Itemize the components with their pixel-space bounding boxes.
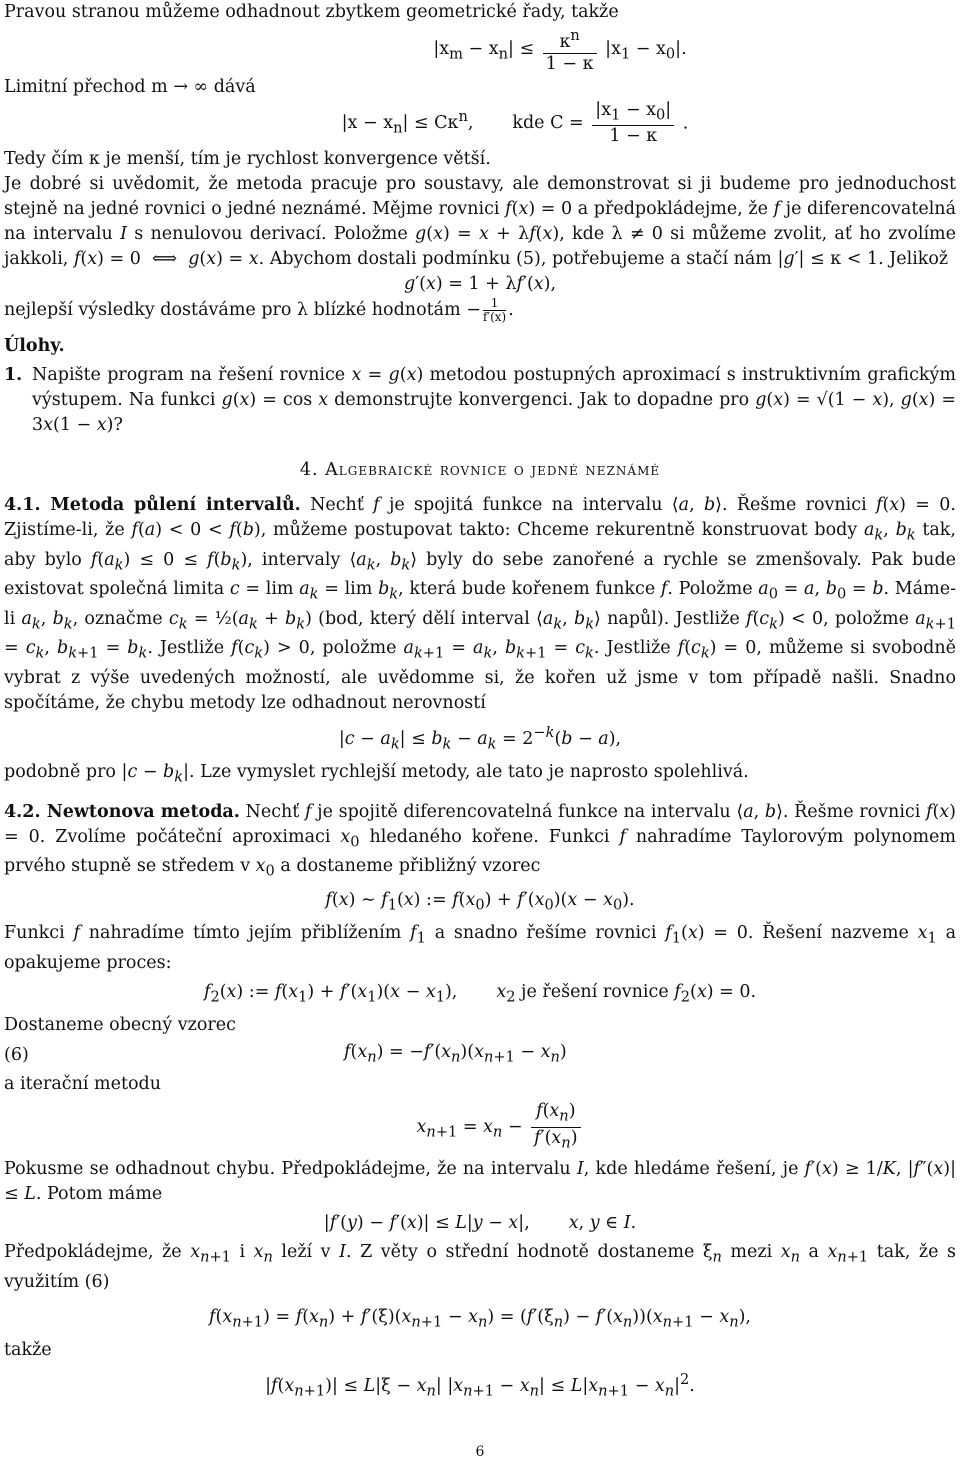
fraction-kappa: $\frac{\kappa^n}{1 - \kappa}$ — [543, 25, 597, 75]
equation-limit-bound: $|x - x_n| \le C\kappa^n$, kde C = $\frac{|x_1 - x_0|}{1 - \kappa}$ . — [341, 99, 689, 147]
equation-g-derivative: g′(x) = 1 + λf′(x), — [403, 274, 557, 295]
paragraph-bisection: 4.1. Metoda půlení intervalů. Nechť f je spojitá funkce na intervalu ⟨a, b⟩. Řešme rovnici f(x) = 0. Zjistíme-li, že f(a) < 0 < f(b), můžeme postupovat takto: Chceme rekurentně konstruovat body $a_k$, $b_k$ tak, aby bylo $f(a_k) \le 0 \le f(b_k)$, intervaly $⟨a_k$, $b_k⟩$ byly do sebe zanořené a rychle se zmenšovaly. Pak bude existovat společná limita $c = \lim a_k = \lim b_k$, která bude kořenem funkce f. Položme $a_0 = a$, $b_0 = b$. Máme-li $a_k$, $b_k$, označme $c_k$ = $\frac{1}{2}(a_k + b_k)$ (bod, který dělí interval $⟨a_k$, $b_k⟩$ napůl). Jestliže $f(c_k) < 0$, položme $a_{k+1} = c_k$, $b_{k+1} = b_k$. Jestliže $f(c_k) > 0$, položme $a_{k+1} = a_k$, $b_{k+1} = c_k$. Jestliže $f(c_k) = 0$, můžeme si svobodně vybrat z výše uvedených možností, ale uvědomme si, že kořen už jsme v tom případě našli. Snadno spočítáme, že chybu metody lze odhadnout nerovností — [4, 495, 957, 713]
equation-newton-iteration: $x_{n+1} = x_n$ − $\frac{f(x_n)}{f'(x_n)}$ — [4, 1101, 956, 1153]
equation-final-estimate: $|f(x_{n+1})| \le L|\xi - x_n|$ $|x_{n+1} - x_n| \le L|x_{n+1} - x_n|^2$. — [265, 1371, 695, 1400]
paragraph-iteration: a iterační metodu — [4, 1074, 162, 1095]
fraction-inverse-derivative: $\frac{1}{f'(x)}$ — [482, 296, 507, 325]
paragraph-geometric-series: Pravou stranou můžeme odhadnout zbytkem geometrické řady, takže — [4, 2, 619, 22]
equation-series-bound: $|x_m - x_n|$ ≤ $\frac{\kappa^n}{1 - \kappa}$ $|x_1 - x_0|$. — [433, 27, 687, 74]
task-item: 1. Napište program na řešení rovnice x = g(x) metodou postupných aproximací s instruktivním grafickým výstupem. Na funkci g(x) = cos x demonstrujte konvergenci. Jak to dopadne pro g(x) = √(1 − x), g(x) = 3x(1 − x)? — [4, 365, 956, 436]
equation-mean-value: $f(x_{n+1}) = f(x_n) + f'(\xi)(x_{n+1} - x_n) = (f'(\xi_n) - f'(x_n))(x_{n+1} - x_n)$, — [209, 1306, 751, 1331]
equation-lipschitz: |f′(y) − f′(x)| ≤ L|y − x|, x, y ∈ I. — [323, 1213, 637, 1234]
paragraph-general-formula: Dostaneme obecný vzorec — [4, 1015, 236, 1036]
paragraph-replace: Funkci f nahradíme tímto jejím přiblížením $f_1$ a snadno řešíme rovnici $f_1(x) = 0$. Řešení nazveme $x_1$ a opakujeme proces: — [4, 923, 957, 973]
equation-6: (6) $f(x_n) = -f'(x_n)(x_{n+1} - x_n)$ — [4, 1042, 567, 1066]
fraction-constant-c: $\frac{|x_1 - x_0|}{1 - \kappa}$ — [592, 100, 674, 148]
paragraph-convergence-speed: Tedy čím κ je menší, tím je rychlost konvergence větší. — [4, 149, 491, 170]
paragraph-error-estimate: Pokusme se odhadnout chybu. Předpokládejme, že na intervalu I, kde hledáme řešení, je f′(x) ≥ 1/K, |f″(x)| ≤ L. Potom máme — [4, 1159, 956, 1205]
paragraph-best-lambda: nejlepší výsledky dostáváme pro λ blízké hodnotám − $\frac{1}{f'(x)}$ . — [4, 296, 514, 325]
paragraph-so: takže — [4, 1340, 52, 1361]
section-heading: 4. Algebraické rovnice o jedné neznámé — [299, 460, 661, 481]
paragraph-bisection-remark: podobně pro $|c - b_k|$. Lze vymyslet rychlejší metody, ale tato je naprosto spolehlivá. — [4, 762, 749, 786]
page-number: 6 — [475, 1444, 485, 1460]
fraction-newton-step: $\frac{f(x_n)}{f'(x_n)}$ — [531, 1101, 580, 1153]
document-page — [4, 0, 956, 1403]
paragraph-limit: Limitní přechod m → ∞ dává — [4, 76, 256, 97]
paragraph-method-description: Je dobré si uvědomit, že metoda pracuje pro soustavy, ale demonstrovat si ji budeme pro jednoduchost stejně na jedné rovnici o jedné neznámé. Mějme rovnici f(x) = 0 a předpokládejme, že f je diferencovatelná na intervalu I s nenulovou derivací. Položme g(x) = x + λf(x), kde λ ≠ 0 si můžeme zvolit, ať ho zvolíme jakkoli, f(x) = 0 ⟺ g(x) = x. Abychom dostali podmínku (5), potřebujeme a stačí nám |g′| ≤ κ < 1. Jelikož — [4, 174, 957, 270]
equation-taylor: f(x) ∼ $f_1(x)$ := $f(x_0) + f'(x_0)(x - x_0)$. — [325, 889, 635, 914]
equation-bisection-error: $|c - a_k| \le b_k - a_k = 2^{-k}(b - a)$, — [338, 723, 622, 753]
equation-second-step: $f_2(x)$ := $f(x_1) + f'(x_1)(x - x_1)$, $x_2$ je řešení rovnice $f_2(x) = 0$. — [203, 981, 757, 1006]
paragraph-newton: 4.2. Newtonova metoda. Nechť f je spojitě diferencovatelná funkce na intervalu ⟨a, b⟩. Řešme rovnici f(x) = 0. Zvolíme počáteční aproximaci $x_0$ hledaného kořene. Funkci f nahradíme Taylorovým polynomem prvého stupně se středem v $x_0$ a dostaneme přibližný vzorec — [4, 801, 956, 880]
tasks-heading: Úlohy. — [4, 336, 65, 357]
paragraph-mean-value: Předpokládejme, že $x_{n+1}$ i $x_n$ leží v I. Z věty o střední hodnotě dostaneme $\xi_n$ mezi $x_n$ a $x_{n+1}$ tak, že s využitím (6) — [4, 1242, 956, 1292]
